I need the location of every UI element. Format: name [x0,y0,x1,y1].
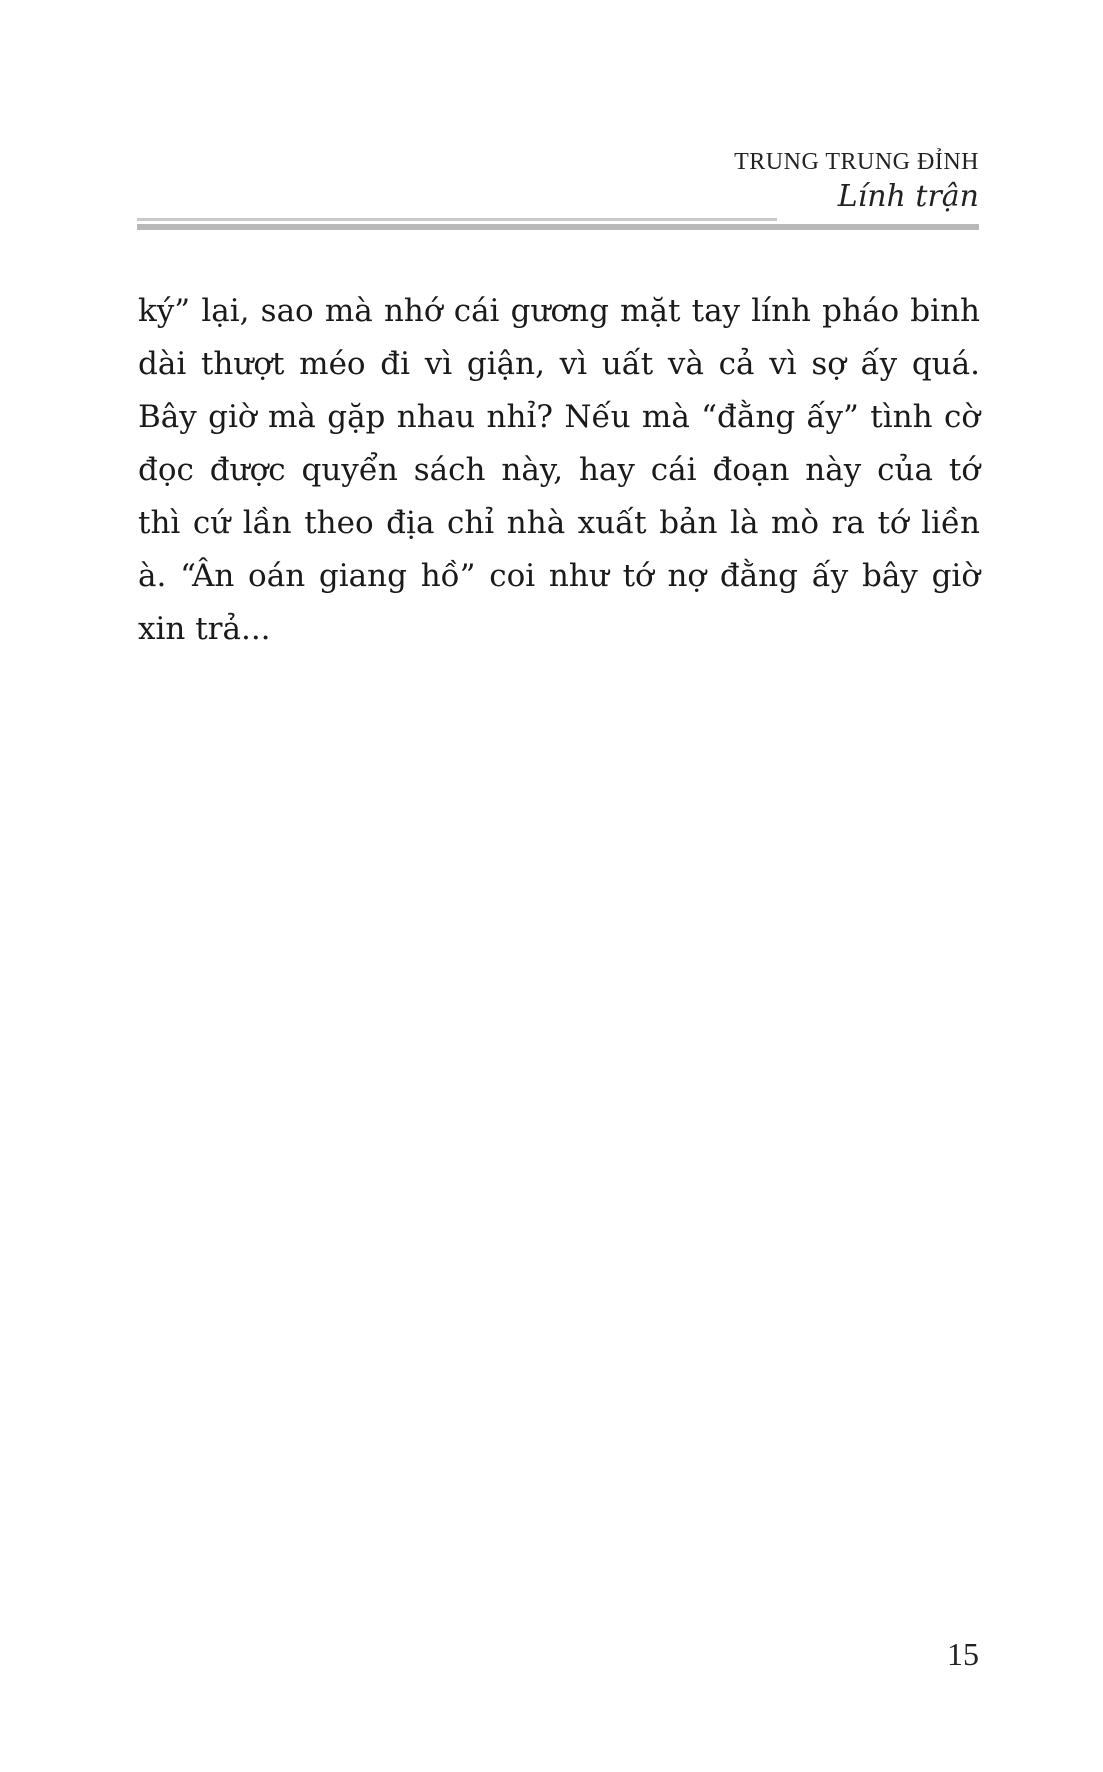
text-line: ký” lại, sao mà nhớ cái gương mặt tay lính pháo binh [138,293,980,329]
header-author: TRUNG TRUNG ĐỈNH [734,149,979,175]
text-line: Bây giờ mà gặp nhau nhỉ? Nếu mà “đằng ấy” tình cờ [138,399,980,435]
header-book-title: Lính trận [837,179,979,214]
header-rule-thin [137,218,777,221]
text-line: xin trả... [138,611,271,647]
text-line: đọc được quyển sách này, hay cái đoạn này của tớ [138,452,980,488]
body-paragraph [138,285,980,656]
running-header [734,150,979,212]
page-number: 15 [947,1636,979,1672]
text-line: dài thượt méo đi vì giận, vì uất và cả vì sợ ấy quá. [138,346,980,382]
text-line: thì cứ lần theo địa chỉ nhà xuất bản là mò ra tớ liền [138,505,980,541]
text-line: à. “Ân oán giang hồ” coi như tớ nợ đằng ấy bây giờ [138,558,980,594]
header-rule-thick [137,224,979,230]
